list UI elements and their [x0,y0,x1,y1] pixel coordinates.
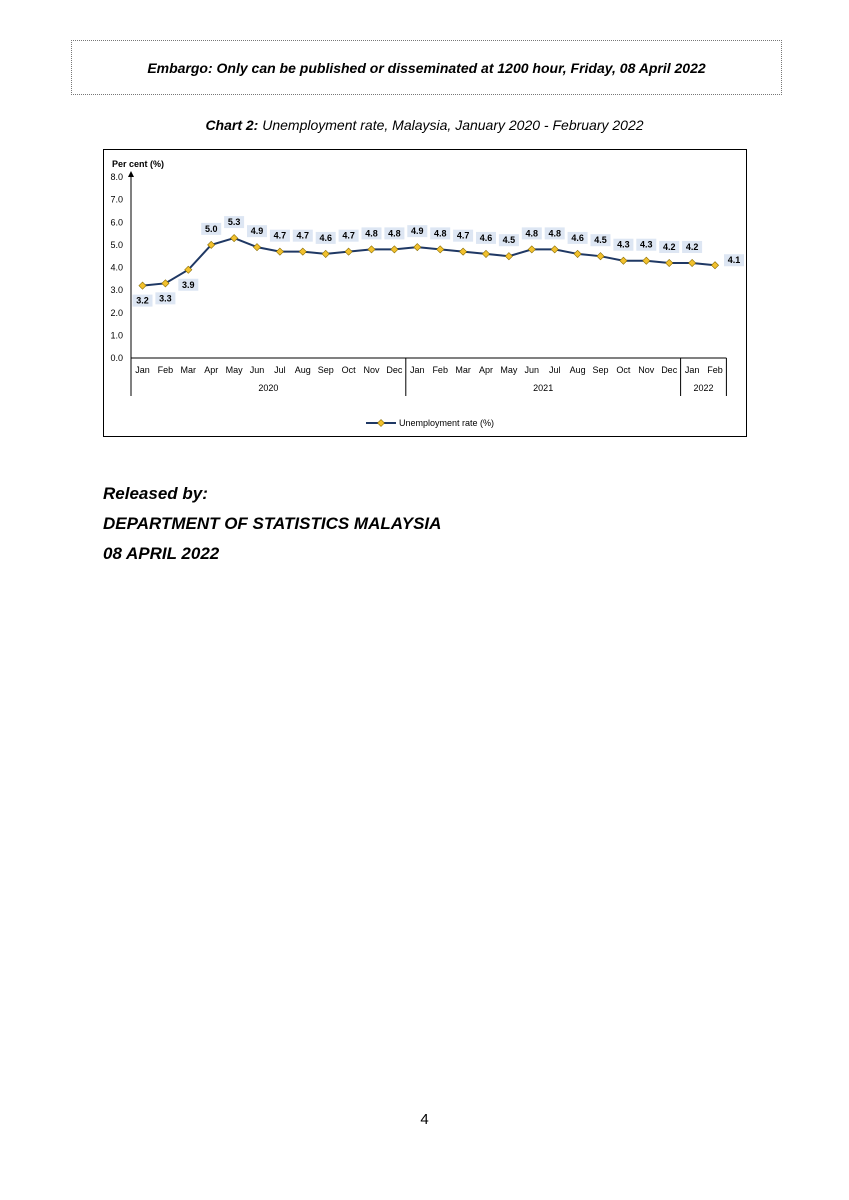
data-point [368,246,375,253]
data-point [643,257,650,264]
data-label: 4.5 [502,235,516,246]
data-point [276,248,283,255]
chart-container [103,149,747,437]
x-tick-label: Jul [548,365,561,375]
data-label: 5.0 [204,223,218,234]
x-tick-label: Jul [274,365,286,375]
data-point [574,250,581,257]
x-tick-label: Feb [707,365,723,375]
data-point [139,282,146,289]
data-point [391,246,398,253]
data-label: 4.7 [296,230,310,241]
data-label: 4.7 [342,230,355,241]
data-label: 4.3 [640,239,653,250]
y-tick-label: 7.0 [110,194,123,205]
data-label: 4.6 [571,232,584,243]
data-label: 4.2 [662,241,676,252]
y-tick-label: 1.0 [110,330,123,341]
x-tick-label: Sep [317,365,334,375]
data-point [689,259,696,266]
data-label: 4.5 [594,235,607,246]
y-tick-label: 0.0 [110,353,123,363]
released-by: Released by: [103,484,208,503]
x-tick-label: Dec [661,365,678,375]
y-tick-label: 5.0 [110,239,123,250]
legend-marker [378,420,385,427]
embargo-notice [71,40,782,95]
data-point [231,234,238,241]
data-label: 4.3 [617,239,630,250]
x-tick-label: Nov [638,365,655,375]
data-label: 4.8 [548,228,561,239]
x-tick-label: Sep [592,365,609,375]
x-tick-label: Mar [180,365,197,375]
data-point [505,253,512,260]
y-axis-label: Per cent (%) [112,159,165,169]
x-tick-label: Oct [341,365,356,375]
data-point [551,246,558,253]
data-point [597,253,604,260]
x-tick-label: Jun [524,365,540,375]
data-point [460,248,467,255]
data-point [253,244,260,251]
data-point [666,259,673,266]
data-label: 4.8 [388,228,401,239]
x-tick-label: Apr [204,365,219,375]
chart-caption-text: Unemployment rate, Malaysia, January 2020 - February 2022 [258,117,644,133]
embargo-text: Embargo: Only can be published or disseminated at 1200 hour, Friday, 08 April 2022 [147,59,706,76]
x-tick-label: Jan [684,365,700,375]
data-label: 4.1 [727,255,741,266]
x-tick-label: Jun [249,365,265,375]
data-point [414,244,421,251]
x-tick-label: Nov [363,365,380,375]
x-tick-label: Oct [616,365,631,375]
chart-caption-label: Chart 2: [205,117,259,133]
data-label: 4.8 [433,228,447,239]
data-label: 4.8 [525,228,539,239]
data-label: 4.9 [411,226,424,237]
data-label: 3.2 [136,295,149,306]
x-tick-label: Aug [569,365,586,375]
data-point [711,262,718,269]
release-date: 08 APRIL 2022 [103,544,220,563]
data-label: 4.6 [319,232,332,243]
x-tick-label: Feb [432,365,448,375]
data-label: 5.3 [227,217,241,228]
x-tick-label: Jan [410,365,425,375]
y-tick-label: 2.0 [110,307,123,318]
x-tick-label: Aug [294,365,311,375]
y-tick-label: 6.0 [110,217,123,228]
x-tick-label: Mar [455,365,471,375]
data-point [345,248,352,255]
data-point [482,250,489,257]
data-point [299,248,306,255]
x-tick-label: Jan [135,365,150,375]
chart-caption [0,117,849,133]
data-point [528,246,535,253]
release-organization: DEPARTMENT OF STATISTICS MALAYSIA [103,514,442,533]
data-point [437,246,444,253]
data-point [322,250,329,257]
data-label: 3.3 [159,293,172,304]
data-point [620,257,627,264]
y-axis-arrow-icon [128,171,134,177]
x-tick-label: Feb [157,365,174,375]
y-tick-label: 4.0 [110,262,123,273]
year-label: 2020 [258,383,279,393]
x-tick-label: Dec [386,365,403,375]
year-label: 2022 [693,383,714,393]
year-label: 2021 [533,383,554,393]
legend-label: Unemployment rate (%) [399,418,495,428]
data-label: 4.9 [250,226,264,237]
data-label: 4.2 [685,241,699,252]
y-tick-label: 3.0 [110,285,123,296]
y-tick-label: 8.0 [110,172,123,182]
data-label: 4.8 [365,228,378,239]
x-tick-label: Apr [478,365,494,375]
x-tick-label: May [225,365,243,375]
data-label: 4.7 [456,230,470,241]
data-label: 3.9 [182,279,195,290]
data-label: 4.7 [273,230,287,241]
unemployment-chart [104,150,748,438]
data-label: 4.6 [479,232,493,243]
x-tick-label: May [500,365,518,375]
page-number: 4 [420,1111,429,1128]
